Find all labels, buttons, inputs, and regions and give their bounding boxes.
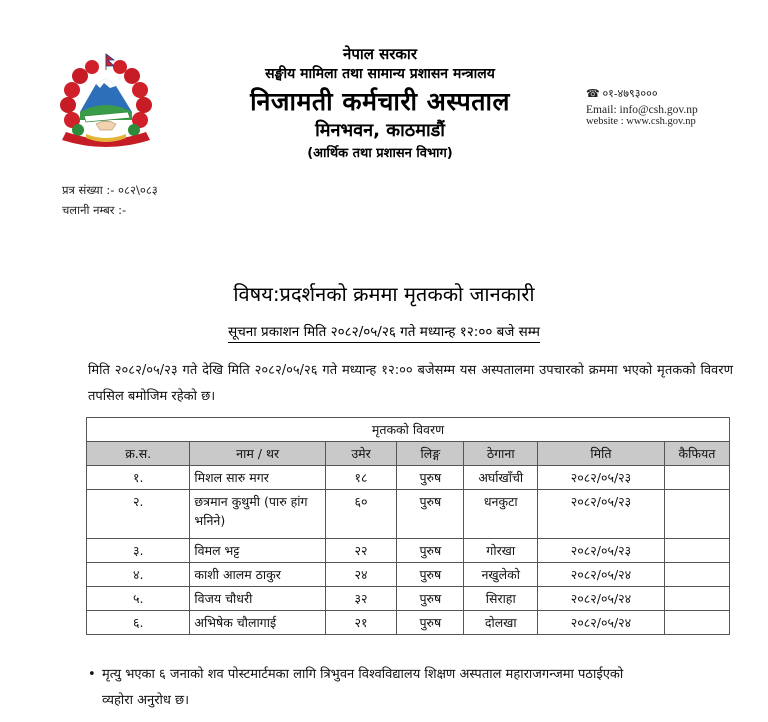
cell-gender: पुरुष (397, 587, 464, 611)
letter-number: प्रत्र संख्या :- ०८२\०८३ (62, 183, 158, 197)
bullet-icon: • (88, 667, 96, 682)
cell-gender: पुरुष (397, 466, 464, 490)
cell-age: २१ (325, 611, 396, 635)
cell-gender: पुरुष (397, 490, 464, 539)
cell-gender: पुरुष (397, 611, 464, 635)
cell-age: २४ (325, 563, 396, 587)
email-address[interactable]: Email: info@csh.gov.np (586, 104, 698, 116)
cell-address: अर्घाखाँची (464, 466, 538, 490)
table-row (87, 611, 730, 635)
deceased-details-table (86, 417, 730, 635)
dispatch-number: चलानी नम्बर :- (62, 203, 127, 217)
table-row (87, 563, 730, 587)
cell-age: २२ (325, 539, 396, 563)
cell-date: २०८२/०५/२३ (538, 466, 665, 490)
note-text-1: मृत्यु भएका ६ जनाको शव पोस्टमार्टमका लागि त्रिभुवन विश्वविद्यालय शिक्षण अस्पताल महाराजगन्जमा पठाईएको (102, 667, 624, 682)
column-header-remark: कैफियत (664, 442, 729, 466)
letterhead-department: (आर्थिक तथा प्रशासन विभाग) (307, 146, 453, 161)
cell-remark (664, 466, 729, 490)
cell-remark (664, 490, 729, 539)
cell-address: धनकुटा (464, 490, 538, 539)
note-text-2: व्यहोरा अनुरोध छ। (102, 693, 190, 708)
table-caption: मृतकको विवरण (87, 418, 730, 442)
cell-name: मिशल सारु मगर (190, 466, 325, 490)
cell-age: ३२ (325, 587, 396, 611)
table-row (87, 466, 730, 490)
cell-remark (664, 611, 729, 635)
letterhead-location: मिनभवन, काठमाडौं (315, 120, 445, 141)
column-header-date: मिति (538, 442, 665, 466)
notice-heading (0, 322, 768, 340)
cell-gender: पुरुष (397, 563, 464, 587)
cell-address: सिराहा (464, 587, 538, 611)
table-header-row (87, 442, 730, 466)
cell-sn: ३. (87, 539, 190, 563)
table-row (87, 539, 730, 563)
column-header-address: ठेगाना (464, 442, 538, 466)
cell-name: छत्रमान कुथुमी (पारु हांग भनिने) (190, 490, 325, 539)
cell-sn: ५. (87, 587, 190, 611)
cell-name: काशी आलम ठाकुर (190, 563, 325, 587)
cell-address: नखुलेको (464, 563, 538, 587)
subject-heading: विषय:प्रदर्शनको क्रममा मृतकको जानकारी (233, 282, 535, 306)
cell-date: २०८२/०५/२४ (538, 611, 665, 635)
cell-gender: पुरुष (397, 539, 464, 563)
handshake (96, 121, 116, 130)
website-address[interactable]: website : www.csh.gov.np (586, 116, 696, 127)
cell-name: अभिषेक चौलागाई (190, 611, 325, 635)
body-paragraph: मिति २०८२/०५/२३ गते देखि मिति २०८२/०५/२६ गते मध्यान्ह १२:०० बजेसम्म यस अस्पतालमा उपचारको क्रममा भएको मृतकको विवरण तपसिल बमोजिम रहेको छ। (88, 363, 733, 404)
letterhead-hospital-name: निजामती कर्मचारी अस्पताल (250, 87, 510, 116)
postmortem-note (88, 662, 733, 714)
cell-remark (664, 539, 729, 563)
cell-name: विजय चौधरी (190, 587, 325, 611)
column-header-gender: लिङ्ग (397, 442, 464, 466)
cell-date: २०८२/०५/२३ (538, 490, 665, 539)
cell-sn: ६. (87, 611, 190, 635)
cell-sn: ४. (87, 563, 190, 587)
phone-line (586, 86, 698, 101)
cell-remark (664, 587, 729, 611)
telephone-icon: ☎ (586, 88, 600, 100)
column-header-age: उमेर (325, 442, 396, 466)
note-line-2 (88, 688, 733, 714)
cell-sn: १. (87, 466, 190, 490)
notice-heading-text: सूचना प्रकाशन मिति २०८२/०५/२६ गते मध्यान्ह १२:०० बजे सम्म (228, 324, 540, 343)
nepal-government-emblem (50, 50, 162, 150)
letterhead-government: नेपाल सरकार (343, 45, 417, 63)
cell-remark (664, 563, 729, 587)
cell-address: दोलखा (464, 611, 538, 635)
cell-address: गोरखा (464, 539, 538, 563)
column-header-name: नाम / थर (190, 442, 325, 466)
flag-icon (106, 54, 114, 70)
cell-age: १८ (325, 466, 396, 490)
note-line-1 (88, 662, 733, 688)
column-header-sn: क्र.स. (87, 442, 190, 466)
cell-date: २०८२/०५/२३ (538, 539, 665, 563)
cell-sn: २. (87, 490, 190, 539)
cell-date: २०८२/०५/२४ (538, 563, 665, 587)
contact-block (586, 86, 698, 127)
cell-date: २०८२/०५/२४ (538, 587, 665, 611)
letterhead-ministry: सङ्घीय मामिला तथा सामान्य प्रशासन मन्त्रालय (265, 66, 495, 82)
table-row (87, 587, 730, 611)
phone-number: ०१-४७९३००० (602, 88, 658, 100)
table-row (87, 490, 730, 539)
cell-name: विमल भट्ट (190, 539, 325, 563)
cell-age: ६० (325, 490, 396, 539)
